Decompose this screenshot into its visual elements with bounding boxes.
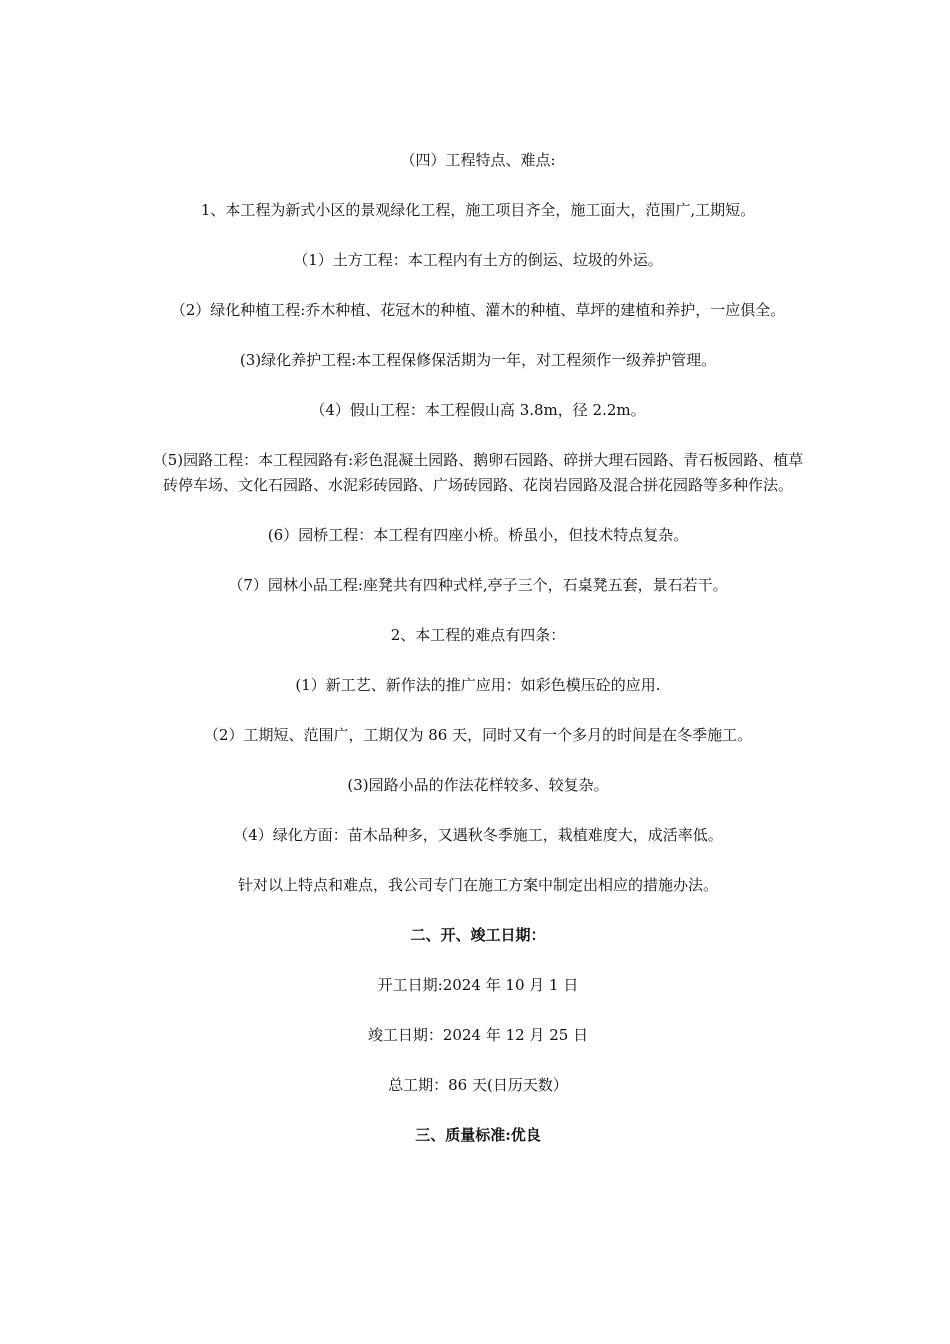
paragraph-garden-bridges: (6）园桥工程：本工程有四座小桥。桥虽小，但技术特点复杂。 <box>267 526 689 544</box>
section-heading-dates: 二、开、竣工日期： <box>410 926 546 944</box>
paragraph-start-date: 开工日期:2024 年 10 月 1 日 <box>377 976 579 994</box>
paragraph-total-duration: 总工期：86 天(日历天数） <box>388 1076 568 1094</box>
paragraph-difficulty-4: （4）绿化方面：苗木品种多，又遇秋冬季施工，栽植难度大，成活率低。 <box>233 826 723 844</box>
paragraph-overview: 1、本工程为新式小区的景观绿化工程，施工项目齐全，施工面大，范围广,工期短。 <box>200 201 756 219</box>
paragraph-rockery: （4）假山工程：本工程假山高 3.8m，径 2.2m。 <box>310 401 646 419</box>
paragraph-garden-paths: （5)园路工程：本工程园路有:彩色混凝土园路、鹅卵石园路、碎拼大理石园路、青石板园路、植草砖停车场、文化石园路、水泥彩砖园路、广场砖园路、花岗岩园路及混合拼花园路等多种作法。 <box>152 451 804 494</box>
paragraph-difficulty-3: (3)园路小品的作法花样较多、较复杂。 <box>347 776 609 794</box>
paragraph-measures: 针对以上特点和难点，我公司专门在施工方案中制定出相应的措施办法。 <box>237 876 718 894</box>
section-heading-features: （四）工程特点、难点: <box>400 151 556 169</box>
paragraph-difficulty-2: （2）工期短、范围广，工期仅为 86 天，同时又有一个多月的时间是在冬季施工。 <box>203 726 753 744</box>
paragraph-difficulty-1: (1）新工艺、新作法的推广应用：如彩色模压砼的应用. <box>295 676 661 694</box>
section-heading-quality: 三、质量标准:优良 <box>415 1126 541 1144</box>
paragraph-garden-features: （7）园林小品工程:座凳共有四种式样,亭子三个，石桌凳五套，景石若干。 <box>228 576 728 594</box>
paragraph-maintenance: (3)绿化养护工程:本工程保修保活期为一年，对工程须作一级养护管理。 <box>239 351 717 369</box>
paragraph-earthwork: （1）土方工程：本工程内有土方的倒运、垃圾的外运。 <box>293 251 663 269</box>
paragraph-planting: （2）绿化种植工程:乔木种植、花冠木的种植、灌木的种植、草坪的建植和养护，一应俱全。 <box>170 301 786 319</box>
document-body <box>148 148 808 1173</box>
paragraph-difficulties-heading: 2、本工程的难点有四条： <box>390 626 566 644</box>
paragraph-completion-date: 竣工日期：2024 年 12 月 25 日 <box>367 1026 589 1044</box>
